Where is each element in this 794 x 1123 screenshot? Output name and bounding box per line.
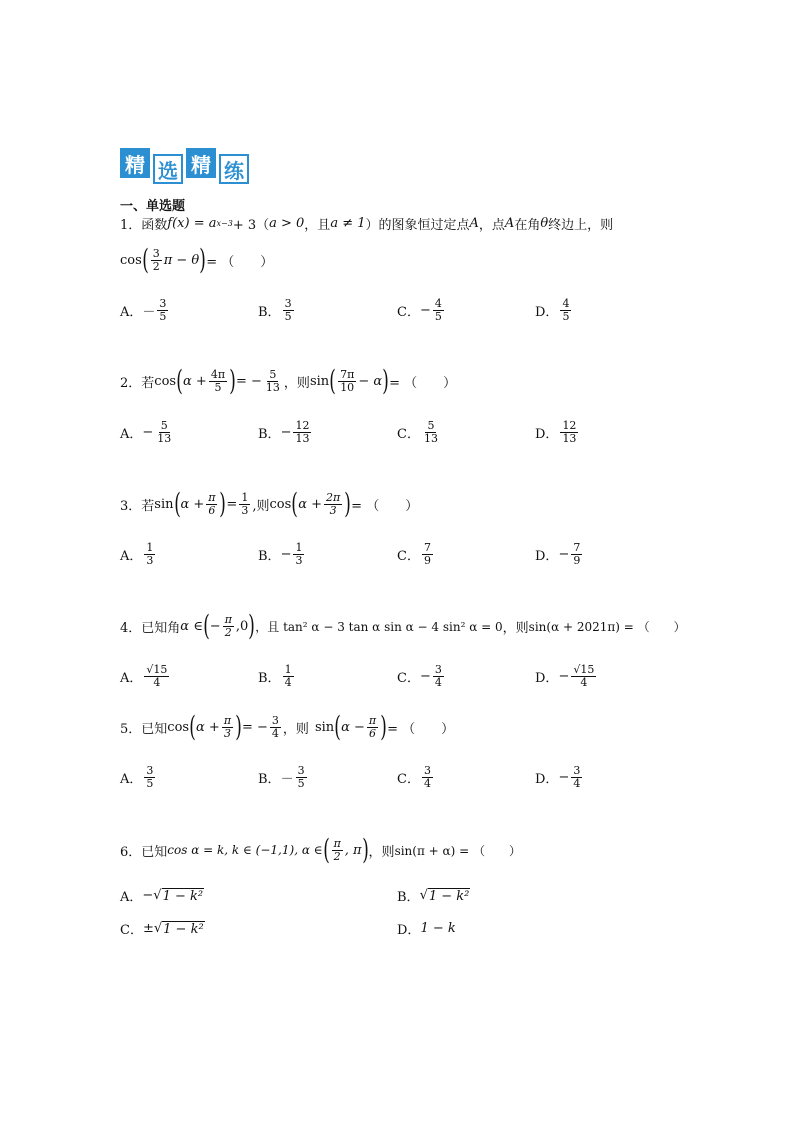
frac-num: 3 — [423, 764, 431, 777]
math-expr: π − θ — [163, 252, 200, 268]
left-paren: ( — [329, 364, 336, 397]
frac-den: 4 — [580, 675, 588, 689]
frac-den: 3 — [241, 503, 249, 517]
q4-option-c[interactable] — [397, 664, 446, 688]
frac-num: 4π — [210, 367, 226, 381]
option-label: C． — [397, 304, 420, 320]
fraction — [571, 765, 582, 789]
q3-option-a[interactable] — [120, 542, 157, 566]
fraction — [223, 614, 234, 638]
option-label: B． — [258, 670, 281, 686]
question-4-line — [120, 609, 686, 642]
right-paren: ) — [229, 364, 236, 397]
right-paren: ) — [382, 364, 389, 397]
frac-den: 4 — [573, 776, 581, 790]
math-expr: , π — [344, 842, 362, 858]
banner-tile-1: 精 — [120, 148, 150, 178]
q3-option-b[interactable] — [258, 542, 306, 566]
math-expr: a ≠ 1 — [330, 216, 366, 231]
q1-option-d[interactable] — [535, 298, 573, 322]
option-label: D． — [535, 670, 559, 686]
option-label: B． — [258, 426, 281, 442]
math-expr: ,0 — [235, 618, 249, 634]
fraction — [571, 542, 582, 566]
frac-den: 3 — [329, 503, 337, 517]
math-expr: − α — [358, 373, 383, 389]
question-text: ，且 — [304, 218, 331, 233]
title-banner — [120, 148, 254, 186]
question-number: 6． — [120, 844, 142, 860]
option-sign: ± — [142, 921, 154, 936]
math-expr: a > 0 — [269, 216, 305, 231]
q1-option-c[interactable] — [397, 298, 446, 322]
question-end: = （ ） — [389, 375, 457, 391]
option-label: C． — [397, 771, 420, 787]
frac-num: 3 — [297, 764, 305, 777]
frac-num: π — [333, 836, 341, 850]
q6-option-d[interactable] — [397, 919, 456, 938]
frac-den: 13 — [265, 380, 280, 394]
option-sign: − — [558, 769, 570, 785]
fraction — [338, 369, 356, 393]
frac-den: 4 — [153, 675, 161, 689]
q4-option-b[interactable] — [258, 664, 296, 688]
question-text: ,则 — [252, 498, 270, 514]
option-label: D． — [535, 304, 559, 320]
fraction — [293, 542, 304, 566]
frac-num: π — [224, 612, 232, 626]
fraction — [144, 664, 169, 688]
q2-option-b[interactable] — [258, 420, 313, 444]
math-expr: α ∈ — [180, 618, 203, 634]
math-exponent: x−3 — [216, 219, 233, 228]
option-label: C． — [397, 426, 420, 442]
option-label: A． — [120, 426, 143, 442]
sqrt: √ 1 − k² — [153, 920, 204, 937]
frac-den: 4 — [284, 675, 292, 689]
right-paren: ) — [248, 609, 256, 642]
fraction — [239, 492, 250, 516]
math-expr: A — [504, 216, 515, 231]
option-sign: − — [419, 668, 431, 684]
frac-den: 13 — [157, 431, 172, 445]
frac-num: 3 — [434, 663, 442, 676]
math-expr: sin — [314, 719, 335, 735]
frac-num: 4 — [434, 297, 442, 310]
left-paren: ( — [189, 710, 196, 743]
option-sign: − — [419, 302, 431, 318]
fraction — [264, 369, 282, 393]
frac-num: 3 — [271, 713, 279, 727]
question-number: 5． — [120, 721, 142, 737]
q6-option-c[interactable] — [120, 919, 205, 938]
fraction — [571, 664, 596, 688]
math-expr: θ — [540, 216, 549, 231]
frac-num: 12 — [562, 419, 577, 432]
frac-num: 5 — [269, 367, 277, 381]
question-text: ，则 — [368, 844, 395, 860]
fraction — [560, 420, 578, 444]
question-number: 3． — [120, 498, 142, 514]
banner-tile-2: 选 — [153, 154, 183, 184]
frac-num: 5 — [427, 419, 435, 432]
question-2-line — [120, 364, 457, 397]
frac-num: 7 — [423, 541, 431, 554]
sqrt: √ 1 − k² — [419, 887, 470, 904]
frac-den: 9 — [573, 553, 581, 567]
option-label: C． — [397, 548, 420, 564]
q4-option-d[interactable] — [535, 664, 598, 688]
option-sign: − — [558, 668, 570, 684]
minus-sign: − — [209, 618, 221, 634]
fraction — [283, 298, 294, 322]
frac-den: 9 — [423, 553, 431, 567]
q2-option-c[interactable] — [397, 420, 442, 444]
fraction — [324, 492, 342, 516]
frac-den: 13 — [423, 431, 438, 445]
math-expr: = − — [236, 373, 262, 389]
math-expr: α + — [196, 719, 220, 735]
option-label: B． — [258, 771, 281, 787]
frac-den: 2 — [224, 625, 232, 639]
frac-num: 1 — [284, 663, 292, 676]
frac-num: π — [208, 490, 216, 504]
option-sign: − — [558, 546, 570, 562]
left-paren: ( — [322, 833, 330, 866]
q6-option-a[interactable] — [120, 886, 204, 905]
math-expr: cos — [154, 373, 177, 389]
frac-den: 3 — [146, 553, 154, 567]
frac-num: 7π — [340, 367, 355, 381]
q5-option-c[interactable] — [397, 765, 435, 789]
fraction — [332, 838, 343, 862]
frac-num: 1 — [241, 490, 249, 504]
fraction — [433, 664, 444, 688]
question-3-line — [120, 487, 419, 520]
math-expr: sin — [309, 373, 330, 389]
left-paren: ( — [141, 243, 149, 276]
frac-num: π — [368, 713, 377, 727]
left-paren: ( — [176, 364, 183, 397]
banner-tile-4: 练 — [219, 154, 249, 184]
math-expr: = — [226, 496, 238, 512]
q1-option-a[interactable] — [120, 298, 170, 322]
fraction — [283, 664, 294, 688]
question-text: 在角 — [514, 218, 541, 233]
frac-den: 2 — [333, 849, 341, 863]
question-number: 2． — [120, 375, 142, 391]
left-paren: ( — [291, 487, 298, 520]
question-text: ，则 — [502, 620, 529, 636]
frac-num: 7 — [573, 541, 581, 554]
frac-den: 5 — [159, 309, 167, 323]
math-expr: ，且 tan² α − 3 tan α sin α − 4 sin² α = 0 — [255, 619, 503, 634]
q3-option-d[interactable] — [535, 542, 584, 566]
question-text: 终边上，则 — [548, 218, 614, 233]
right-paren: ) — [235, 710, 242, 743]
frac-num: √15 — [146, 663, 168, 676]
math-expr: sin(π + α) = （ ） — [394, 843, 522, 858]
section-title: 一、单选题 — [120, 199, 186, 214]
option-label: D． — [535, 548, 559, 564]
radicand: 1 − k² — [428, 888, 470, 904]
q6-option-b[interactable] — [397, 886, 470, 905]
frac-den: 6 — [208, 503, 216, 517]
frac-num: 1 — [295, 541, 303, 554]
option-label: A． — [120, 304, 143, 320]
math-expr: cos — [120, 252, 142, 268]
question-6-line — [120, 833, 522, 866]
question-end: = （ ） — [206, 254, 274, 270]
frac-num: 1 — [146, 541, 154, 554]
frac-den: 2 — [152, 259, 160, 273]
fraction — [296, 765, 307, 789]
fraction — [151, 248, 162, 272]
frac-den: 3 — [223, 726, 231, 740]
frac-num: 4 — [562, 297, 570, 310]
option-sign: － — [280, 771, 294, 787]
q5-option-a[interactable] — [120, 765, 157, 789]
q5-option-d[interactable] — [535, 765, 584, 789]
q4-option-a[interactable] — [120, 664, 171, 688]
frac-num: 3 — [573, 764, 581, 777]
option-label: B． — [397, 890, 420, 905]
option-sign: − — [142, 888, 154, 903]
frac-den: 4 — [271, 726, 279, 740]
option-label: D． — [535, 426, 559, 442]
option-label: C． — [120, 923, 143, 938]
question-text: 已知 — [141, 721, 168, 737]
radicand: 1 − k² — [163, 921, 204, 937]
right-paren: ) — [199, 243, 206, 276]
fraction — [367, 715, 378, 739]
fraction — [144, 542, 155, 566]
frac-den: 5 — [297, 776, 305, 790]
right-paren: ) — [361, 833, 369, 866]
question-text: 已知角 — [141, 620, 181, 636]
question-5-line — [120, 710, 455, 743]
question-end: = （ ） — [351, 498, 419, 514]
question-text: ，则 — [283, 375, 310, 391]
fraction — [209, 369, 227, 393]
question-text: 若 — [141, 498, 155, 514]
question-text: 已知 — [141, 844, 168, 860]
fraction — [270, 715, 281, 739]
option-text: 1 − k — [420, 921, 456, 936]
fraction — [560, 298, 571, 322]
fraction — [144, 765, 155, 789]
math-expr: cos — [167, 719, 190, 735]
banner-tile-3: 精 — [186, 148, 216, 178]
option-sign: － — [142, 304, 156, 320]
question-number: 1． — [120, 218, 142, 233]
math-expr: α + — [183, 373, 207, 389]
option-label: A． — [120, 771, 143, 787]
frac-num: π — [223, 713, 232, 727]
frac-den: 5 — [146, 776, 154, 790]
frac-num: 3 — [152, 246, 160, 260]
math-expr: cos — [269, 496, 292, 512]
fraction — [293, 420, 311, 444]
option-label: B． — [258, 548, 281, 564]
frac-den: 5 — [214, 380, 222, 394]
question-end: = （ ） — [387, 721, 455, 737]
option-label: A． — [120, 890, 143, 905]
fraction — [157, 298, 168, 322]
frac-num: 5 — [160, 419, 168, 432]
q1-option-b[interactable] — [258, 298, 296, 322]
option-label: D． — [397, 923, 421, 938]
right-paren: ) — [219, 487, 227, 520]
math-expr: sin — [154, 496, 174, 512]
q3-option-c[interactable] — [397, 542, 435, 566]
frac-num: 3 — [284, 297, 292, 310]
fraction — [222, 715, 233, 739]
left-paren: ( — [173, 487, 181, 520]
question-text: ）的图象恒过定点 — [365, 218, 470, 233]
math-expr: + 3（ — [232, 218, 270, 233]
option-sign: − — [142, 424, 154, 440]
math-expr: α + — [180, 496, 205, 512]
frac-den: 4 — [423, 776, 431, 790]
question-text: 若 — [141, 375, 155, 391]
frac-den: 6 — [369, 726, 376, 740]
option-label: D． — [535, 771, 559, 787]
question-text: 函数 — [141, 218, 168, 233]
fraction — [155, 420, 173, 444]
question-1-line-2 — [120, 243, 274, 276]
question-text: ，则 — [282, 721, 309, 737]
q2-option-d[interactable] — [535, 420, 580, 444]
q2-option-a[interactable] — [120, 420, 175, 444]
option-label: C． — [397, 670, 420, 686]
math-expr: α + — [298, 496, 322, 512]
math-expr: sin(α + 2021π) = （ ） — [528, 619, 686, 634]
frac-num: 12 — [295, 419, 310, 432]
fraction — [422, 420, 440, 444]
math-expr: α − — [341, 719, 365, 735]
option-sign: − — [280, 424, 292, 440]
question-1-line-1 — [120, 214, 613, 233]
frac-den: 5 — [434, 309, 442, 323]
option-label: A． — [120, 548, 143, 564]
left-paren: ( — [203, 609, 210, 642]
right-paren: ) — [344, 487, 351, 520]
frac-den: 10 — [340, 380, 355, 394]
math-expr: cos α = k, k ∈ (−1,1), α ∈ — [167, 843, 323, 857]
question-text: ，点 — [478, 218, 505, 233]
fraction — [206, 492, 217, 516]
left-paren: ( — [334, 710, 341, 743]
option-sign: − — [280, 546, 292, 562]
fraction — [422, 765, 433, 789]
right-paren: ) — [380, 710, 387, 743]
math-expr: A — [469, 216, 479, 231]
fraction — [433, 298, 444, 322]
q5-option-b[interactable] — [258, 765, 309, 789]
frac-den: 5 — [562, 309, 570, 323]
frac-den: 13 — [295, 431, 310, 445]
question-number: 4． — [120, 620, 142, 636]
sqrt: √ 1 − k² — [153, 887, 204, 904]
fraction — [422, 542, 433, 566]
frac-num: 3 — [159, 297, 167, 310]
radicand: 1 − k² — [162, 888, 204, 904]
option-label: B． — [258, 304, 281, 320]
frac-num: √15 — [573, 663, 595, 676]
frac-num: 3 — [146, 764, 154, 777]
frac-den: 3 — [295, 553, 303, 567]
frac-den: 5 — [284, 309, 292, 323]
frac-num: 2π — [326, 490, 341, 504]
option-label: A． — [120, 670, 143, 686]
math-expr: f(x) = a — [167, 216, 217, 231]
frac-den: 4 — [434, 675, 442, 689]
math-expr: = − — [242, 719, 268, 735]
frac-den: 13 — [562, 431, 577, 445]
